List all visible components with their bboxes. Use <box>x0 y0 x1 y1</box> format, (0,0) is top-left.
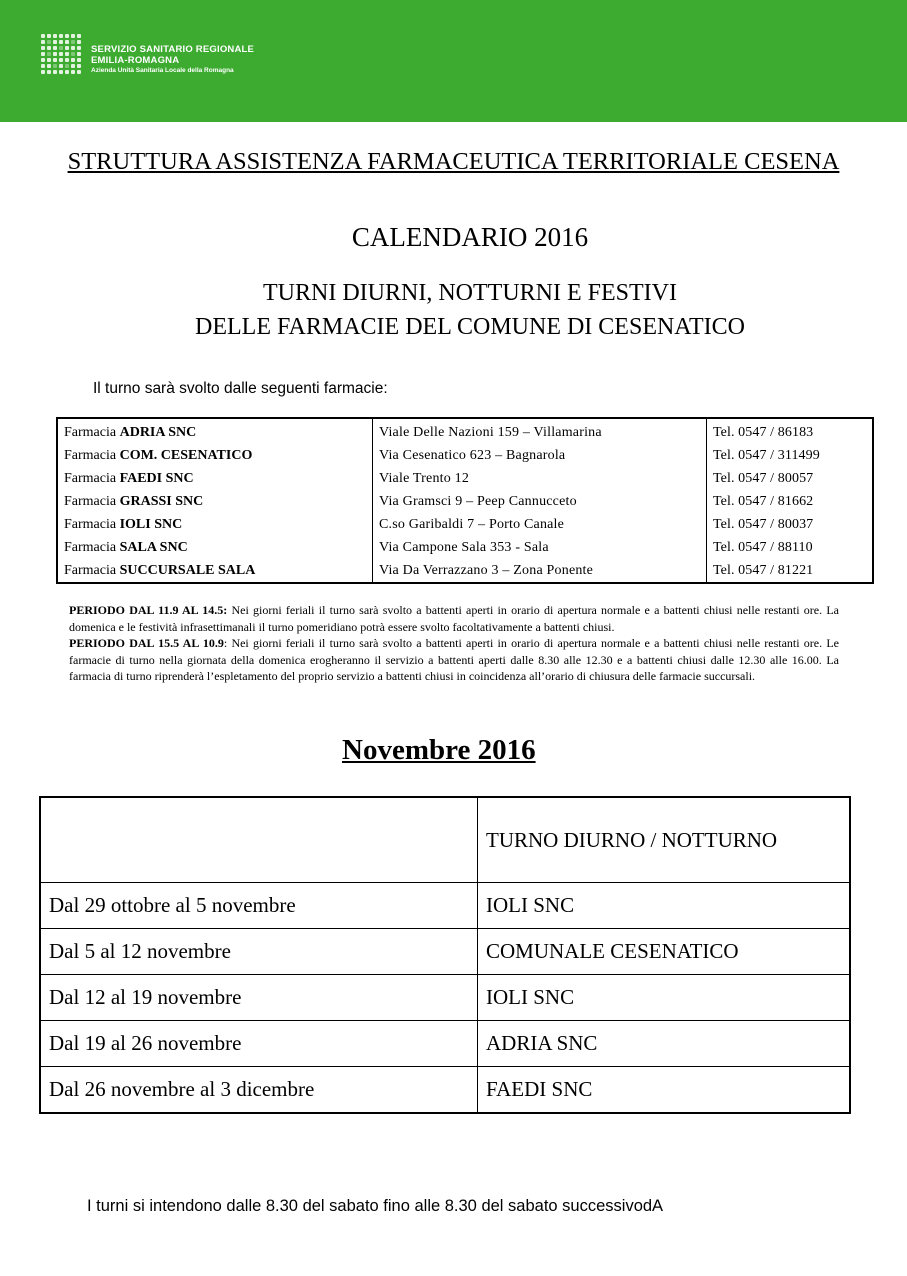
pharmacy-name: SALA SNC <box>119 540 188 555</box>
pharmacy-row <box>57 444 873 467</box>
pharmacy-name: SUCCURSALE SALA <box>119 563 256 578</box>
schedule-period: Dal 5 al 12 novembre <box>40 929 478 975</box>
header-banner <box>0 0 907 122</box>
schedule-pharmacy: COMUNALE CESENATICO <box>478 929 851 975</box>
periodo-2-text: : Nei giorni feriali il turno sarà svolto a battenti aperti in orario di apertura normale e a battenti chiusi nelle restanti ore. Le farmacie di turno nella giornata della domenica erogheranno il servizio a battenti aperti dalle 8.30 alle 12.30 e a battenti chiusi dalle 12.30 alle 16.00. La farmacia di turno riprenderà l’espletamento del proprio servizio a battenti chiusi in coincidenza all’orario di chiusura delle farmacie succursali. <box>69 636 839 683</box>
pharmacy-name-cell <box>57 418 373 444</box>
schedule-row <box>40 1021 850 1067</box>
pharmacy-prefix: Farmacia <box>64 563 120 578</box>
turni-title-line-1: TURNI DIURNI, NOTTURNI E FESTIVI <box>263 280 677 306</box>
pharmacy-name-cell <box>57 559 373 583</box>
pharmacy-address: C.so Garibaldi 7 – Porto Canale <box>373 513 707 536</box>
pharmacy-name-cell <box>57 513 373 536</box>
pharmacy-address: Viale Delle Nazioni 159 – Villamarina <box>373 418 707 444</box>
pharmacy-phone: Tel. 0547 / 80057 <box>713 471 814 486</box>
turni-title-line-2: DELLE FARMACIE DEL COMUNE DI CESENATICO <box>195 314 745 340</box>
pharmacy-address: Viale Trento 12 <box>373 467 707 490</box>
calendario-title: CALENDARIO 2016 <box>351 222 589 252</box>
periodo-2-label: PERIODO DAL 15.5 AL 10.9 <box>69 636 224 650</box>
schedule-row <box>40 1067 850 1114</box>
month-title: Novembre 2016 <box>342 734 536 766</box>
schedule-pharmacy: ADRIA SNC <box>478 1021 851 1067</box>
schedule-pharmacy: FAEDI SNC <box>478 1067 851 1114</box>
periodo-1-label: PERIODO DAL 11.9 AL 14.5: <box>69 603 228 617</box>
logo-line-2: EMILIA-ROMAGNA <box>91 55 180 66</box>
pharmacy-address: Via Campone Sala 353 - Sala <box>373 536 707 559</box>
schedule-header-turno: TURNO DIURNO / NOTTURNO <box>478 797 851 883</box>
periodo-notes <box>69 602 839 685</box>
schedule-row <box>40 975 850 1021</box>
periodo-1-text: Nei giorni feriali il turno sarà svolto a battenti aperti in orario di apertura normale e a battenti chiusi nelle restanti ore. La domenica e le festività infrasettimanali il turno pomeridiano potrà essere svolto facoltativamente a battenti chiusi. <box>69 603 839 634</box>
schedule-pharmacy: IOLI SNC <box>478 883 851 929</box>
pharmacy-phone: Tel. 0547 / 81221 <box>713 563 814 578</box>
regione-logo-icon <box>41 34 85 76</box>
schedule-period: Dal 19 al 26 novembre <box>40 1021 478 1067</box>
pharmacy-phone: Tel. 0547 / 311499 <box>713 448 820 463</box>
pharmacy-row <box>57 467 873 490</box>
pharmacy-phone: Tel. 0547 / 86183 <box>713 425 814 440</box>
pharmacy-address: Via Gramsci 9 – Peep Cannucceto <box>373 490 707 513</box>
schedule-row <box>40 929 850 975</box>
pharmacy-name-cell <box>57 444 373 467</box>
schedule-pharmacy: IOLI SNC <box>478 975 851 1021</box>
logo-text <box>91 44 254 75</box>
pharmacy-address: Via Cesenatico 623 – Bagnarola <box>373 444 707 467</box>
pharmacy-table <box>56 417 874 584</box>
pharmacy-prefix: Farmacia <box>64 471 120 486</box>
pharmacy-phone: Tel. 0547 / 80037 <box>713 517 814 532</box>
pharmacy-name: FAEDI SNC <box>119 471 194 486</box>
schedule-row <box>40 883 850 929</box>
pharmacy-row <box>57 559 873 583</box>
pharmacy-name-cell <box>57 536 373 559</box>
side-note <box>1 415 9 545</box>
pharmacy-prefix: Farmacia <box>64 494 120 509</box>
footer-note: I turni si intendono dalle 8.30 del sabato fino alle 8.30 del sabato successivodA <box>87 1197 664 1215</box>
pharmacy-name-cell <box>57 467 373 490</box>
pharmacy-name-cell <box>57 490 373 513</box>
pharmacy-name: COM. CESENATICO <box>119 448 253 463</box>
pharmacy-prefix: Farmacia <box>64 517 120 532</box>
pharmacy-row <box>57 536 873 559</box>
logo-line-3: Azienda Unità Sanitaria Locale della Romagna <box>91 67 234 74</box>
schedule-period: Dal 29 ottobre al 5 novembre <box>40 883 478 929</box>
schedule-period: Dal 12 al 19 novembre <box>40 975 478 1021</box>
schedule-table <box>39 796 851 1114</box>
struttura-title: STRUTTURA ASSISTENZA FARMACEUTICA TERRITORIALE CESENA <box>67 148 840 175</box>
pharmacy-name: GRASSI SNC <box>119 494 204 509</box>
turni-title <box>0 276 907 344</box>
schedule-period: Dal 26 novembre al 3 dicembre <box>40 1067 478 1114</box>
pharmacy-prefix: Farmacia <box>64 448 120 463</box>
pharmacy-name: ADRIA SNC <box>119 425 197 440</box>
pharmacy-row <box>57 418 873 444</box>
pharmacy-row <box>57 513 873 536</box>
pharmacy-prefix: Farmacia <box>64 425 120 440</box>
pharmacy-prefix: Farmacia <box>64 540 120 555</box>
pharmacy-name: IOLI SNC <box>119 517 183 532</box>
logo-line-1: SERVIZIO SANITARIO REGIONALE <box>91 44 255 55</box>
pharmacy-row <box>57 490 873 513</box>
intro-text: Il turno sarà svolto dalle seguenti farmacie: <box>93 380 388 397</box>
pharmacy-phone: Tel. 0547 / 88110 <box>713 540 813 555</box>
pharmacy-phone: Tel. 0547 / 81662 <box>713 494 814 509</box>
pharmacy-address: Via Da Verrazzano 3 – Zona Ponente <box>373 559 707 583</box>
schedule-header-row <box>40 797 850 883</box>
schedule-header-empty <box>40 797 478 883</box>
